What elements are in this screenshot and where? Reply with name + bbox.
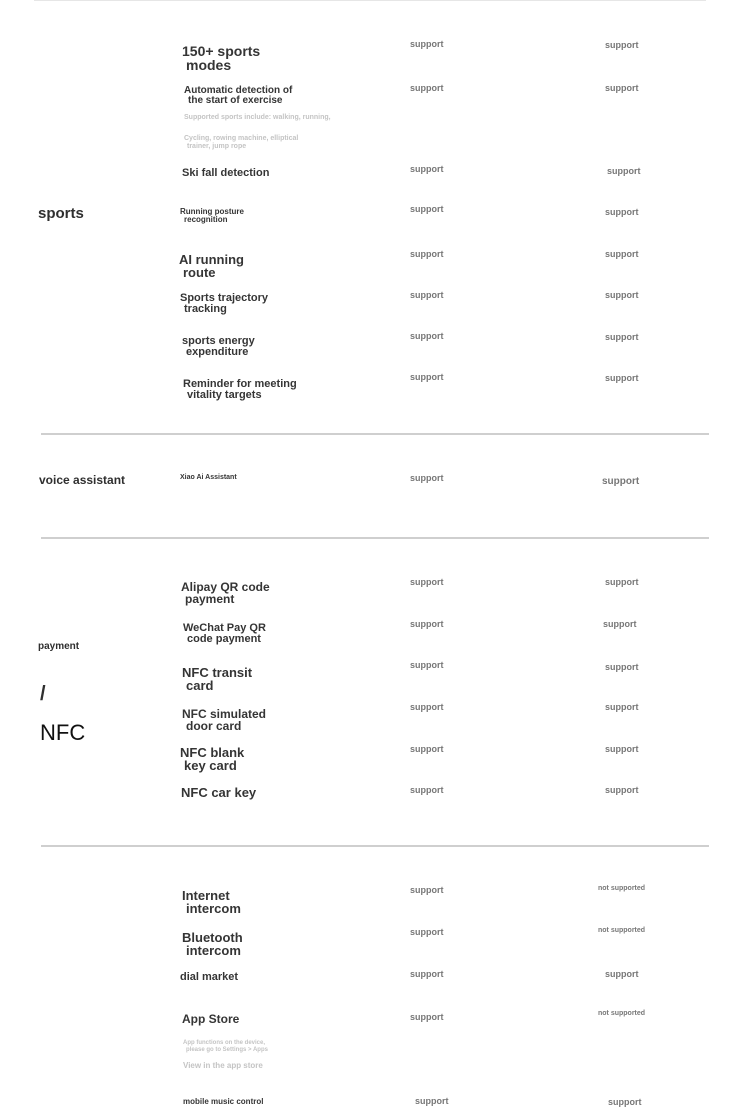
feature-line: intercom — [186, 943, 241, 958]
support-cell: support — [605, 577, 639, 587]
feature-line: code payment — [187, 633, 261, 645]
support-cell: support — [602, 476, 640, 487]
feature-bluetooth-intercom — [182, 931, 243, 957]
section-divider — [41, 845, 709, 847]
support-cell: support — [605, 785, 639, 795]
feature-nfc-blank-key — [180, 746, 244, 772]
feature-line: Internet — [182, 888, 230, 903]
note-line: please go to Settings > Apps — [186, 1046, 268, 1053]
feature-nfc-transit — [182, 666, 252, 692]
app-store-note — [183, 1040, 268, 1053]
support-cell: support — [605, 744, 639, 754]
feature-sports-modes — [182, 44, 260, 72]
support-cell: support — [410, 83, 444, 93]
feature-line: NFC blank — [180, 745, 245, 760]
support-cell: support — [605, 40, 639, 50]
support-cell: support — [410, 702, 444, 712]
support-cell: support — [607, 166, 641, 176]
support-cell: support — [410, 204, 444, 214]
feature-internet-intercom — [182, 889, 241, 915]
not-supported-cell: not supported — [598, 885, 646, 892]
feature-line: WeChat Pay QR — [183, 622, 266, 634]
feature-nfc-car-key — [181, 786, 256, 799]
support-cell: support — [605, 373, 639, 383]
support-cell: support — [410, 660, 444, 670]
feature-line: Sports trajectory — [180, 292, 269, 304]
support-cell: support — [410, 39, 444, 49]
note-line: trainer, jump rope — [187, 142, 247, 150]
feature-line: card — [186, 678, 214, 693]
feature-vitality-reminder — [183, 379, 297, 401]
support-cell: support — [410, 372, 444, 382]
feature-line: Alipay QR code — [181, 580, 270, 594]
not-supported-cell: not supported — [598, 1010, 646, 1017]
category-payment: payment — [38, 641, 80, 652]
feature-nfc-door-card — [182, 708, 266, 732]
support-cell: support — [410, 744, 444, 754]
support-cell: support — [605, 207, 639, 217]
support-cell: support — [605, 702, 639, 712]
feature-line: dial market — [180, 971, 239, 983]
feature-line: NFC transit — [182, 665, 253, 680]
sports-types-note: Supported sports include: walking, running, — [184, 114, 331, 121]
feature-mobile-music-control — [183, 1098, 263, 1106]
feature-line: NFC car key — [181, 785, 257, 800]
feature-ski-fall — [182, 168, 269, 179]
feature-line: door card — [186, 719, 242, 733]
feature-line: the start of exercise — [188, 95, 283, 106]
not-supported-cell: not supported — [598, 927, 646, 934]
feature-line: mobile music control — [183, 1097, 264, 1106]
note-line: App functions on the device, — [183, 1040, 266, 1046]
support-cell: support — [605, 662, 639, 672]
feature-line: vitality targets — [187, 389, 262, 401]
feature-line: modes — [186, 57, 232, 73]
category-voice-assistant: voice assistant — [39, 473, 126, 487]
feature-line: Running posture — [180, 207, 244, 216]
support-cell: support — [603, 619, 637, 629]
support-cell: support — [410, 1012, 444, 1022]
support-cell: support — [605, 83, 639, 93]
feature-line: 150+ sports — [182, 43, 261, 59]
support-cell: support — [605, 332, 639, 342]
feature-trajectory-tracking — [180, 293, 268, 315]
support-cell: support — [410, 885, 444, 895]
support-cell: support — [410, 164, 444, 174]
support-cell: support — [410, 969, 444, 979]
feature-energy-expenditure — [182, 336, 255, 358]
feature-line: recognition — [184, 215, 228, 224]
feature-line: route — [183, 265, 216, 280]
feature-app-store — [182, 1013, 239, 1025]
support-cell: support — [605, 249, 639, 259]
category-sports: sports — [38, 205, 84, 222]
category-nfc: NFC — [40, 720, 86, 745]
support-cell: support — [410, 331, 444, 341]
category-separator: / — [40, 683, 46, 705]
feature-wechat-qr — [183, 623, 266, 645]
support-cell: support — [410, 619, 444, 629]
feature-running-posture — [180, 208, 244, 224]
feature-line: Reminder for meeting — [183, 378, 297, 390]
support-cell: support — [605, 969, 639, 979]
sports-types-note-cont — [184, 135, 298, 150]
top-divider — [34, 0, 706, 1]
feature-line: tracking — [184, 303, 227, 315]
support-cell: support — [608, 1097, 642, 1107]
app-store-link-note: View in the app store — [183, 1061, 263, 1070]
feature-dial-market — [180, 972, 238, 983]
feature-auto-detection — [184, 86, 292, 106]
section-divider — [41, 433, 709, 435]
note-line: Cycling, rowing machine, elliptical — [184, 135, 299, 142]
support-cell: support — [410, 473, 444, 483]
feature-line: Bluetooth — [182, 930, 243, 945]
feature-line: payment — [185, 592, 235, 606]
support-cell: support — [415, 1096, 449, 1106]
feature-xiao-ai — [180, 474, 237, 481]
support-cell: support — [410, 249, 444, 259]
section-divider — [41, 537, 709, 539]
feature-line: Automatic detection of — [184, 85, 293, 96]
feature-line: expenditure — [186, 346, 249, 358]
feature-line: sports energy — [182, 335, 255, 347]
support-cell: support — [410, 927, 444, 937]
support-cell: support — [410, 577, 444, 587]
feature-ai-running-route — [179, 253, 244, 279]
support-cell: support — [605, 290, 639, 300]
support-cell: support — [410, 290, 444, 300]
feature-line: intercom — [186, 901, 241, 916]
feature-line: Ski fall detection — [182, 167, 270, 179]
feature-line: Xiao Ai Assistant — [180, 474, 237, 481]
feature-alipay-qr — [181, 581, 270, 605]
feature-line: App Store — [182, 1012, 240, 1026]
support-cell: support — [410, 785, 444, 795]
feature-line: key card — [184, 758, 237, 773]
feature-line: AI running — [179, 252, 244, 267]
feature-line: NFC simulated — [182, 707, 267, 721]
